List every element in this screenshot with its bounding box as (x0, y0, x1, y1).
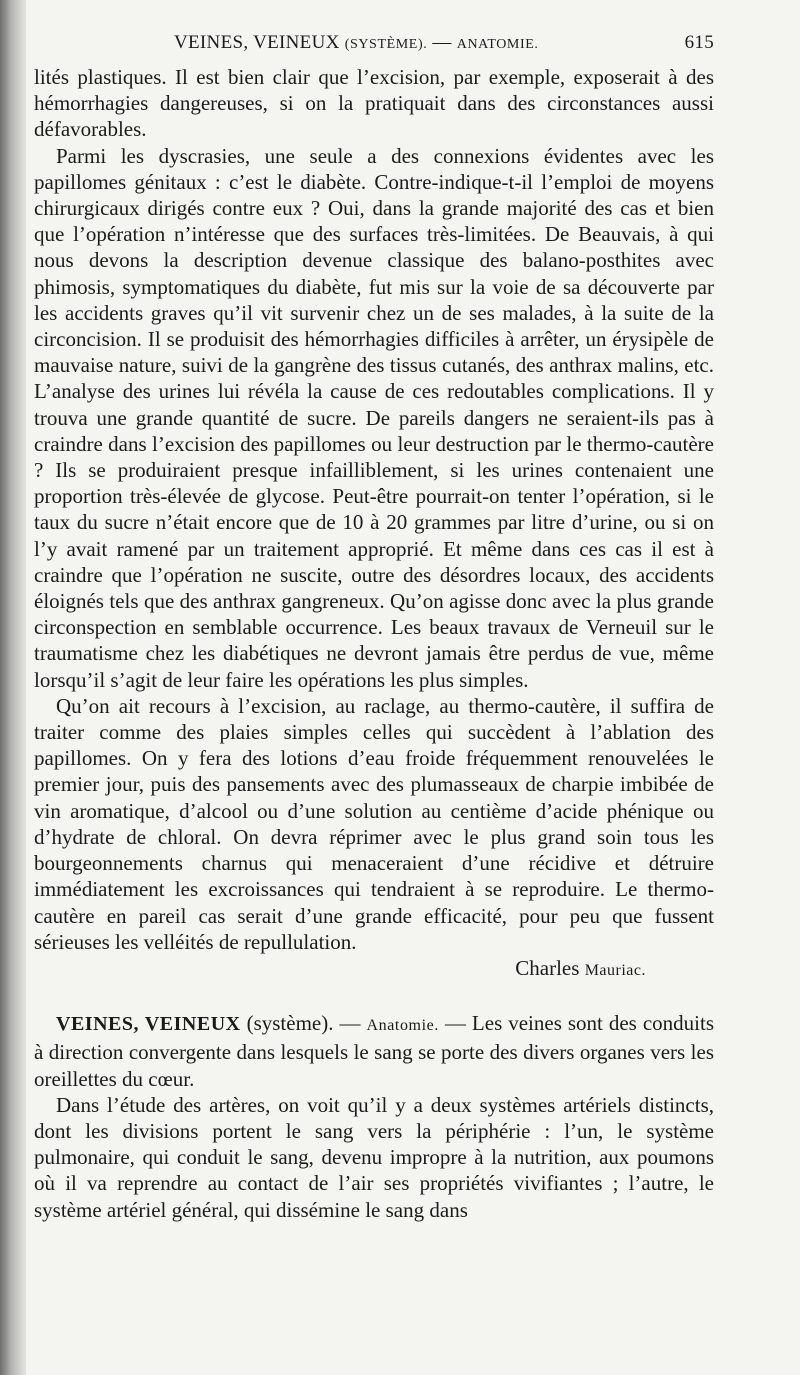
running-title-sub: (SYSTÈME). (344, 37, 428, 52)
article-papillomes (34, 64, 714, 984)
entry-section-label: Anatomie. (366, 1017, 439, 1035)
author-last-name: Mauriac. (584, 961, 646, 979)
running-title-section: ANATOMIE. (456, 37, 539, 52)
author-signature (34, 955, 714, 984)
page-gutter-shadow (0, 0, 26, 1375)
paragraph-diabete: Parmi les dyscrasies, une seule a des connexions évidentes avec les papillomes génitaux : c’est le diabète. Contre-indique-t-il l’emploi de moyens chirurgicaux dirigés contre eux ? Oui, dans la grande majorité des cas et bien que l’opération n’intéresse que des surfaces très-limitées. De Beauvais, à qui nous devons la description devenue classique des balano-posthites avec phimosis, symptomatiques du diabète, fut mis sur la voie de sa découverte par les accidents graves qu’il vit survenir chez un de ses malades, à la suite de la circoncision. Il se produisit des hémorrhagies difficiles à arrêter, un érysipèle de mauvaise nature, suivi de la gangrène des tissus cutanés, des anthrax malins, etc. L’analyse des urines lui révéla la cause de ces redoutables complications. Il y trouva une grande quantité de sucre. De pareils dangers ne seraient-ils pas à craindre dans l’excision des papillomes ou leur destruction par le thermo-cautère ? Ils se produiraient presque infailliblement, si les urines contenaient une proportion très-élevée de glycose. Peut-être pourrait-on tenter l’opération, si le taux du sucre n’était encore que de 10 à 20 grammes par litre d’urine, ou si on l’y avait ramené par un traitement approprié. Et même dans ces cas il est à craindre que l’opération ne suscite, outre des désordres locaux, des accidents éloignés tels que des anthrax gangreneux. Qu’on agisse donc avec la plus grande circonspection en semblable occurrence. Les beaux travaux de Verneuil sur le traumatisme chez les diabétiques ne devront jamais être perdus de vue, même lorsqu’il s’agit de leur faire les opérations les plus simples. (34, 143, 714, 692)
book-page (34, 30, 714, 1223)
paragraph-traitement: Qu’on ait recours à l’excision, au raclage, au thermo-cautère, il suffira de traiter comme des plaies simples celles qui succèdent à l’ablation des papillomes. On y fera des lotions d’eau froide fréquemment renouvelées le premier jour, puis des pansements avec des plumasseaux de charpie imbibée de vin aromatique, d’alcool ou d’une solution au centième d’acide phénique ou d’hydrate de chloral. On devra réprimer avec le plus grand soin tous les bourgeonnements charnus qui menaceraient d’une récidive et détruire immédiatement les excroissances qui tendraient à se reproduire. Le thermo-cautère en pareil cas serait d’une grande efficacité, pour peu que fussent sérieuses les velléités de repullulation. (34, 693, 714, 954)
article-veines (34, 1010, 714, 1223)
entry-heading: VEINES, VEINEUX (56, 1013, 241, 1036)
entry-definition: — Les veines sont des conduits à direction convergente dans lesquels le sang se porte des divers organes vers les oreillettes du cœur. (34, 1011, 714, 1091)
entry-first-paragraph (34, 1010, 714, 1092)
running-title (174, 32, 539, 54)
paragraph-arteres: Dans l’étude des artères, on voit qu’il y a deux systèmes artériels distincts, dont les divisions portent le sang vers la périphérie : l’un, le système pulmonaire, qui conduit le sang, devenu impropre à la nutrition, aux poumons où il va reprendre au contact de l’air ses propriétés vivifiantes ; l’autre, le système artériel général, qui dissémine le sang dans (34, 1092, 714, 1222)
author-first-name: Charles (515, 955, 585, 980)
entry-heading-qualifier: (système). — (240, 1011, 367, 1036)
running-title-main: VEINES, VEINEUX (174, 32, 340, 53)
paragraph-continuation: lités plastiques. Il est bien clair que l’excision, par exemple, exposerait à des hémorrhagies dangereuses, si on la pratiquait dans des circonstances aussi défavorables. (34, 65, 714, 142)
page-number: 615 (684, 32, 714, 53)
running-title-dash: — (427, 32, 457, 53)
section-gap (34, 984, 714, 1010)
running-head (34, 30, 714, 64)
